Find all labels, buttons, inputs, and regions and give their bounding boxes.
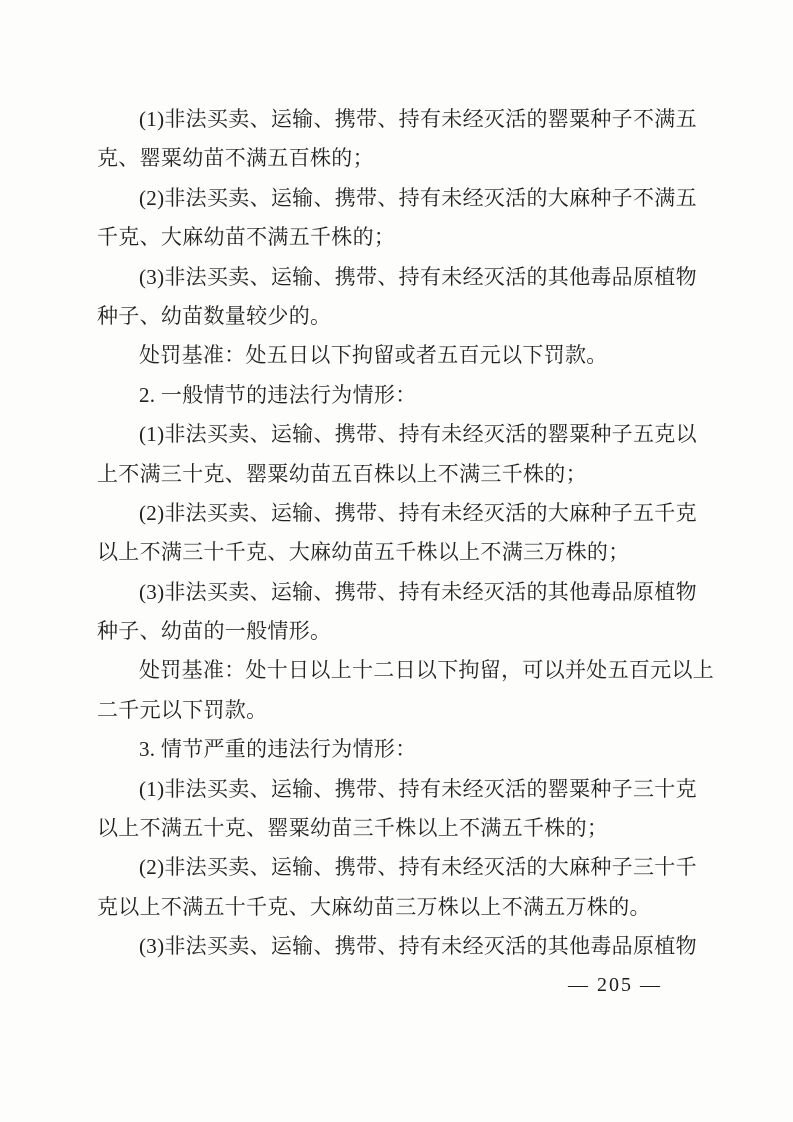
text-line: (3)非法买卖、运输、携带、持有未经灭活的其他毒品原植物 — [139, 579, 697, 604]
text-line: 二千元以下罚款。 — [97, 697, 268, 722]
text-line: 2. 一般情节的违法行为情形： — [139, 382, 417, 407]
text-line: 种子、幼苗的一般情形。 — [97, 619, 332, 644]
text-line: (3)非法买卖、运输、携带、持有未经灭活的其他毒品原植物 — [139, 264, 697, 289]
text-line: 处罚基准：处十日以上十二日以下拘留，可以并处五百元以上 — [139, 658, 715, 683]
text-line: (1)非法买卖、运输、携带、持有未经灭活的罂粟种子不满五 — [139, 107, 697, 131]
text-line: 3. 情节严重的违法行为情形： — [139, 737, 417, 762]
text-line: 种子、幼苗数量较少的。 — [97, 303, 332, 328]
text-line: 克、罂粟幼苗不满五百株的； — [97, 146, 374, 171]
text-line: 千克、大麻幼苗不满五千株的； — [97, 225, 396, 250]
body-text — [97, 100, 715, 967]
page-number: — 205 — — [568, 974, 662, 996]
text-line: (1)非法买卖、运输、携带、持有未经灭活的罂粟种子三十克 — [139, 776, 697, 801]
text-line: (2)非法买卖、运输、携带、持有未经灭活的大麻种子三十千 — [139, 855, 697, 880]
text-line: 以上不满三十千克、大麻幼苗五千株以上不满三万株的； — [97, 540, 630, 565]
text-line: (2)非法买卖、运输、携带、持有未经灭活的大麻种子不满五 — [139, 185, 697, 210]
text-line: (1)非法买卖、运输、携带、持有未经灭活的罂粟种子五克以 — [139, 422, 697, 447]
text-line: 处罚基准：处五日以下拘留或者五百元以下罚款。 — [139, 343, 608, 368]
text-line: 克以上不满五十千克、大麻幼苗三万株以上不满五万株的。 — [97, 894, 651, 919]
text-line: (2)非法买卖、运输、携带、持有未经灭活的大麻种子五千克 — [139, 500, 697, 525]
text-line: 以上不满五十克、罂粟幼苗三千株以上不满五千株的； — [97, 816, 609, 841]
text-line: 上不满三十克、罂粟幼苗五百株以上不满三千株的； — [97, 461, 587, 486]
text-line: (3)非法买卖、运输、携带、持有未经灭活的其他毒品原植物 — [139, 934, 697, 959]
